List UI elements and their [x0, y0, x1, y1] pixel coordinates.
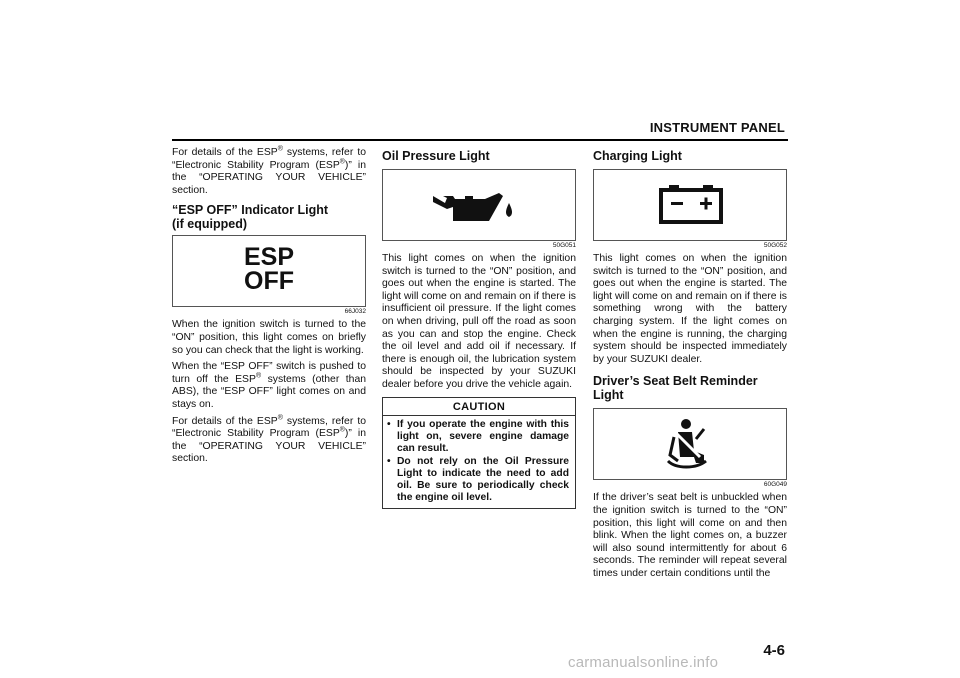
caution-item: • If you operate the engine with this light on, severe engine damage can result. [387, 419, 569, 455]
esp-off-figure [172, 235, 366, 307]
esp-off-icon: ESP OFF [243, 243, 295, 296]
battery-icon [659, 185, 723, 225]
header-rule [172, 139, 788, 141]
caution-title: CAUTION [383, 398, 575, 416]
esp-intro-paragraph: For details of the ESP® systems, refer to “Electronic Stability Program (ESP®)” in the “OPERATING YOUR VEHICLE” section. [172, 145, 366, 196]
caution-list [387, 419, 569, 504]
seat-belt-heading: Driver’s Seat Belt Reminder Light [593, 374, 758, 403]
page-number: 4-6 [763, 642, 785, 659]
running-head: INSTRUMENT PANEL [649, 120, 785, 135]
seat-belt-paragraph: If the driver’s seat belt is unbuckled when the ignition switch is turned to the “ON” position, this light will come on and then blink. When the light comes on, a buzzer will also sound intermittently for about 6 seconds. The reminder will repeat several times under certain conditions until the [593, 492, 787, 579]
figure-code: 50G052 [763, 242, 787, 249]
seat-belt-icon [666, 417, 712, 473]
column-3 [593, 147, 787, 585]
column-1 [172, 147, 366, 470]
esp-off-heading: “ESP OFF” Indicator Light (if equipped) [172, 203, 329, 232]
column-2 [382, 147, 576, 509]
charging-light-figure [593, 169, 787, 241]
figure-code: 50G051 [552, 242, 576, 249]
esp-off-paragraph-3: For details of the ESP® systems, refer to “Electronic Stability Program (ESP®)” in the “OPERATING YOUR VEHICLE” section. [172, 414, 366, 465]
figure-code: 60G049 [763, 481, 787, 489]
oil-pressure-heading: Oil Pressure Light [382, 149, 490, 163]
watermark: carmanualsonline.info [568, 654, 719, 671]
seat-belt-figure [593, 408, 787, 480]
oil-pressure-paragraph: This light comes on when the ignition switch is turned to the “ON” position, and goes out when the engine is started. The light will come on and remain on if there is insufficient oil pressure. If the light comes on when driving, pull off the road as soon as you can and stop the engine. Check the oil level and add oil if necessary. If there is enough oil, the lubrication system should be inspected by your SUZUKI dealer before you drive the vehicle again. [382, 253, 576, 390]
figure-code: 66J032 [344, 308, 366, 316]
oil-pressure-figure [382, 169, 576, 241]
charging-light-heading: Charging Light [593, 149, 682, 163]
esp-off-paragraph-1: When the ignition switch is turned to the “ON” position, this light comes on briefly so you can check that the light is working. [172, 319, 366, 356]
caution-item: • Do not rely on the Oil Pressure Light to indicate the need to add oil. Be sure to periodically check the engine oil level. [387, 456, 569, 504]
esp-off-paragraph-2: When the “ESP OFF” switch is pushed to turn off the ESP® systems (other than ABS), the “ESP OFF” light comes on and stays on. [172, 361, 366, 410]
charging-light-paragraph: This light comes on when the ignition switch is turned to the “ON” position, and goes out when the engine is started. The light will come on and remain on if there is something wrong with the battery charging system. If the light comes on when the engine is running, the charging system should be inspected immediately by your SUZUKI dealer. [593, 253, 787, 365]
oil-can-icon [429, 187, 529, 227]
caution-box [382, 397, 576, 509]
